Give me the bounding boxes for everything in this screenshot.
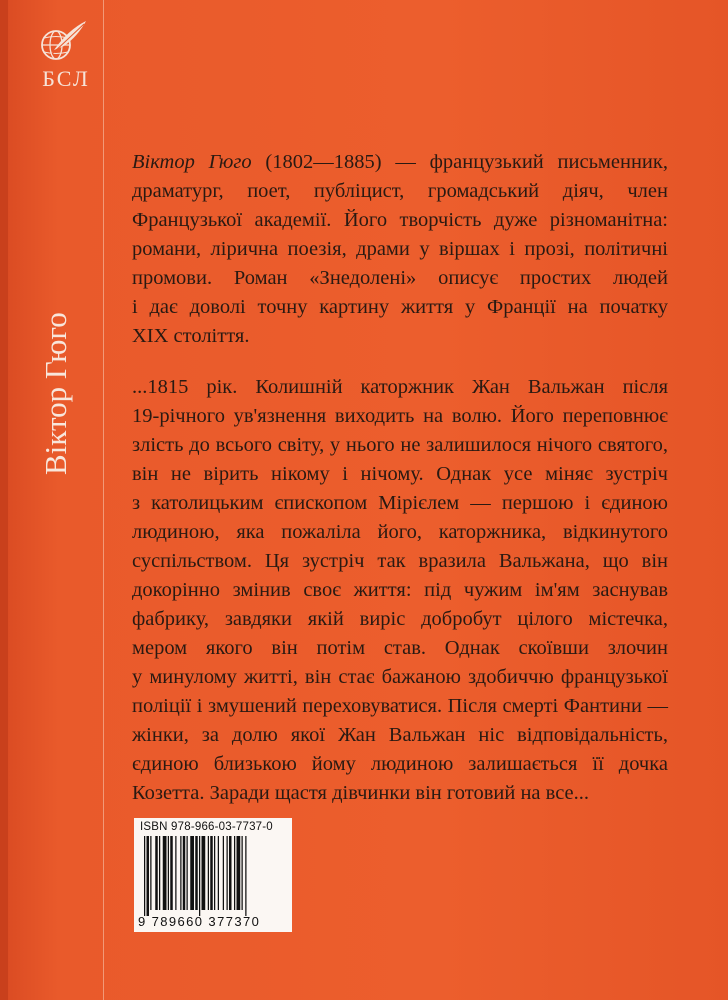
bio-line: промови. Роман «Знедолені» описує простих людей [132, 267, 668, 289]
synopsis-line: 19-річного ув'язнення виходить на волю. Його переповнює [132, 405, 668, 427]
synopsis-line: жінки, за долю якої Жан Вальжан ніс відповідальність, [132, 724, 668, 746]
synopsis-line: єдиною близькою йому людиною залишається її дочка [132, 753, 668, 775]
spine-author-block [16, 295, 76, 475]
synopsis-line: фабрику, завдяки якій виріс добробут цілого містечка, [132, 608, 668, 630]
spine-author-name: Віктор Гюго [38, 312, 73, 475]
bio-line: Французької академії. Його творчість дуже різноманітна: [132, 209, 668, 231]
globe-quill-icon [34, 18, 98, 64]
bio-author-name: Віктор Гюго [132, 151, 252, 173]
bio-line: XIX століття. [132, 325, 250, 347]
synopsis-line: докорінно змінив своє життя: під чужим ім'ям заснував [132, 579, 668, 601]
synopsis-line: він не вірить нікому і нічому. Однак усе міняє зустріч [132, 463, 668, 485]
spine-edge [0, 0, 8, 1000]
barcode-label [134, 818, 292, 932]
bio-line: і дає доволі точну картину життя у Франції на початку [132, 296, 668, 318]
synopsis-line: ...1815 рік. Колишній каторжник Жан Вальжан після [132, 376, 668, 398]
vertical-divider [103, 0, 104, 1000]
synopsis-line: з католицьким єпископом Мірієлем — першою і єдиною [132, 492, 668, 514]
synopsis [132, 373, 668, 808]
synopsis-line: суспільством. Ця зустріч так вразила Вальжана, що він [132, 550, 668, 572]
barcode-bars [144, 836, 284, 916]
synopsis-line: у минулому житті, він стає бажаною здобиччю французької [132, 666, 668, 688]
isbn-text: ISBN 978-966-03-7737-0 [140, 821, 273, 833]
synopsis-line: поліції і змушений переховуватися. Після смерті Фантини — [132, 695, 668, 717]
author-bio [132, 148, 668, 351]
synopsis-line: людиною, яка пожаліла його, каторжника, відкинутого [132, 521, 668, 543]
bio-line: драматург, поет, публіцист, громадський діяч, член [132, 180, 668, 202]
bio-line: романи, лірична поезія, драми у віршах і прозі, політичні [132, 238, 668, 260]
publisher-logo-text: БСЛ [42, 66, 90, 91]
barcode-digits: 9 789660 377370 [138, 914, 261, 929]
synopsis-line: злість до всього світу, у нього не залишилося нічого святого, [132, 434, 668, 456]
synopsis-line: мером якого він потім став. Однак скоївши злочин [132, 637, 668, 659]
bio-line: Віктор Гюго (1802—1885) — французький письменник, [132, 151, 668, 173]
synopsis-line: Козетта. Заради щастя дівчинки він готовий на все... [132, 782, 590, 804]
publisher-logo [34, 18, 98, 108]
